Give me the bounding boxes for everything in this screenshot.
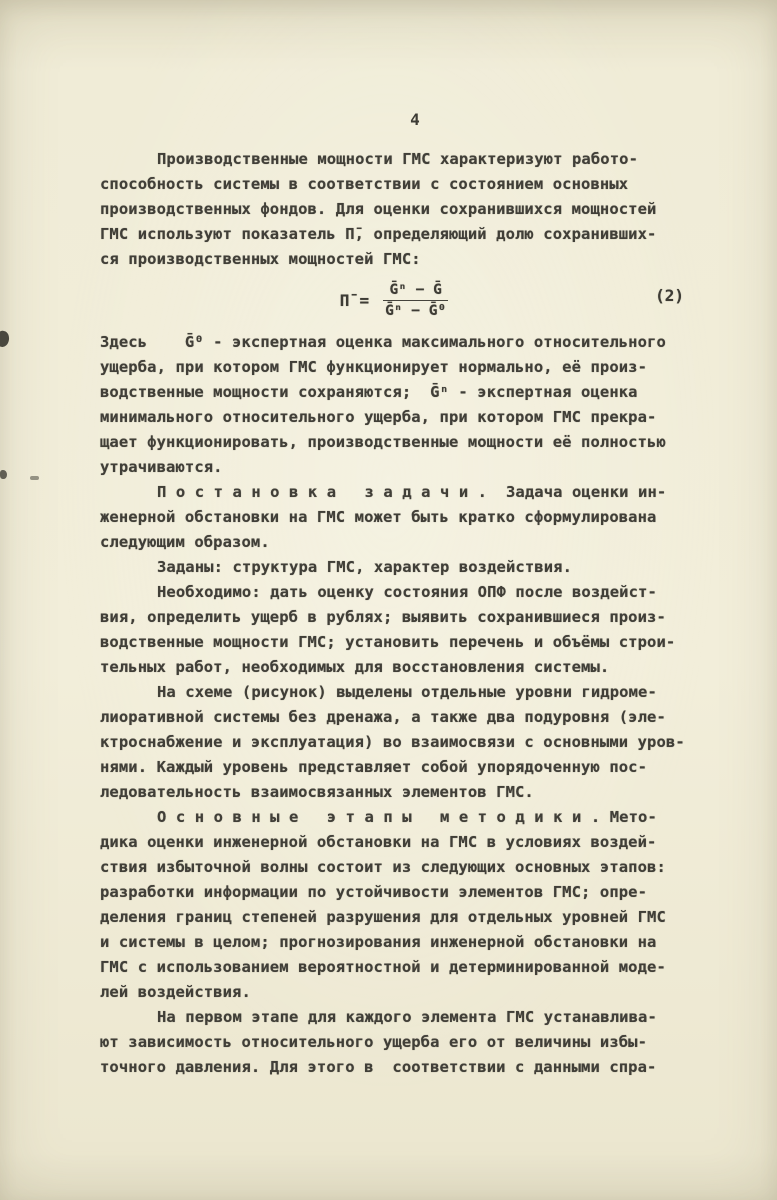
text-line: Производственные мощности ГМС характеризуют работо-: [157, 150, 639, 168]
scan-artifact: [30, 476, 39, 480]
formula-expression: [340, 282, 452, 319]
text-line: лиоративной системы без дренажа, а также два подуровня (эле-: [100, 708, 666, 726]
text-line: производственных фондов. Для оценки сохранившихся мощностей: [100, 200, 657, 218]
text-line: разработки информации по устойчивости элементов ГМС; опре-: [100, 883, 648, 901]
text-line: На схеме (рисунок) выделены отдельные уровни гидроме-: [157, 683, 657, 701]
text-line: утрачиваются.: [100, 458, 223, 476]
text-line: ктроснабжение и эксплуатация) во взаимосвязи с основными уров-: [100, 733, 685, 751]
text-line: следующим образом.: [100, 533, 270, 551]
text-line: Необходимо: дать оценку состояния ОПФ после воздейст-: [157, 583, 657, 601]
text-line: ся производственных мощностей ГМС:: [100, 250, 421, 268]
formula-equals: =: [359, 290, 370, 310]
text-line: Здесь Ḡ⁰ - экспертная оценка максимального относительного: [100, 333, 666, 351]
text-line: ют зависимость относительного ущерба его от величины избы-: [100, 1033, 648, 1051]
text-line: На первом этапе для каждого элемента ГМС устанавлива-: [157, 1008, 657, 1026]
formula: [100, 274, 692, 326]
text-line: женерной обстановки на ГМС может быть кратко сформулирована: [100, 508, 657, 526]
text-line: Заданы: структура ГМС, характер воздействия.: [157, 558, 572, 576]
text-line: ствия избыточной волны состоит из следующих основных этапов:: [100, 858, 666, 876]
text-line: ГМС с использованием вероятностной и детерминированной моде-: [100, 958, 666, 976]
text-line: водственные мощности ГМС; установить перечень и объёмы строи-: [100, 633, 676, 651]
text-line: нями. Каждый уровень представляет собой упорядоченную пос-: [100, 758, 648, 776]
text-line: П о с т а н о в к а з а д а ч и . Задача оценки ин-: [157, 483, 667, 501]
scan-artifact: [0, 330, 11, 348]
page-number: 4: [410, 110, 420, 129]
text-line: ледовательность взаимосвязанных элементов ГМС.: [100, 783, 534, 801]
text-line: лей воздействия.: [100, 983, 251, 1001]
text-line: и системы в целом; прогнозирования инженерной обстановки на: [100, 933, 657, 951]
text-line: деления границ степеней разрушения для отдельных уровней ГМС: [100, 908, 666, 926]
text-line: вия, определить ущерб в рублях; выявить сохранившиеся произ-: [100, 608, 666, 626]
scan-artifact: [0, 470, 7, 479]
formula-numerator: Ḡⁿ − Ḡ: [383, 282, 447, 301]
text-line: водственные мощности сохраняются; Ḡⁿ - экспертная оценка: [100, 383, 638, 401]
text-line: минимального относительного ущерба, при котором ГМС прекра-: [100, 408, 657, 426]
text-line: ГМС используют показатель П̄, определяющий долю сохранивших-: [100, 225, 657, 243]
formula-lhs: П̄: [339, 290, 350, 310]
text-line: ущерба, при котором ГМС функционирует нормально, её произ-: [100, 358, 648, 376]
text-block-2: [100, 330, 692, 1080]
text-line: О с н о в н ы е э т а п ы м е т о д и к и . Мето-: [157, 808, 657, 826]
text-line: дика оценки инженерной обстановки на ГМС в условиях воздей-: [100, 833, 657, 851]
text-line: тельных работ, необходимых для восстановления системы.: [100, 658, 610, 676]
text-block-1: [100, 147, 692, 272]
formula-denominator: Ḡⁿ − Ḡ⁰: [385, 302, 447, 319]
page-content: [100, 147, 692, 1080]
text-line: способность системы в соответствии с состоянием основных: [100, 175, 629, 193]
equation-label: (2): [655, 286, 684, 305]
text-line: щает функционировать, производственные мощности её полностью: [100, 433, 666, 451]
formula-fraction: [379, 282, 452, 319]
text-line: точного давления. Для этого в соответствии с данными спра-: [100, 1058, 657, 1076]
